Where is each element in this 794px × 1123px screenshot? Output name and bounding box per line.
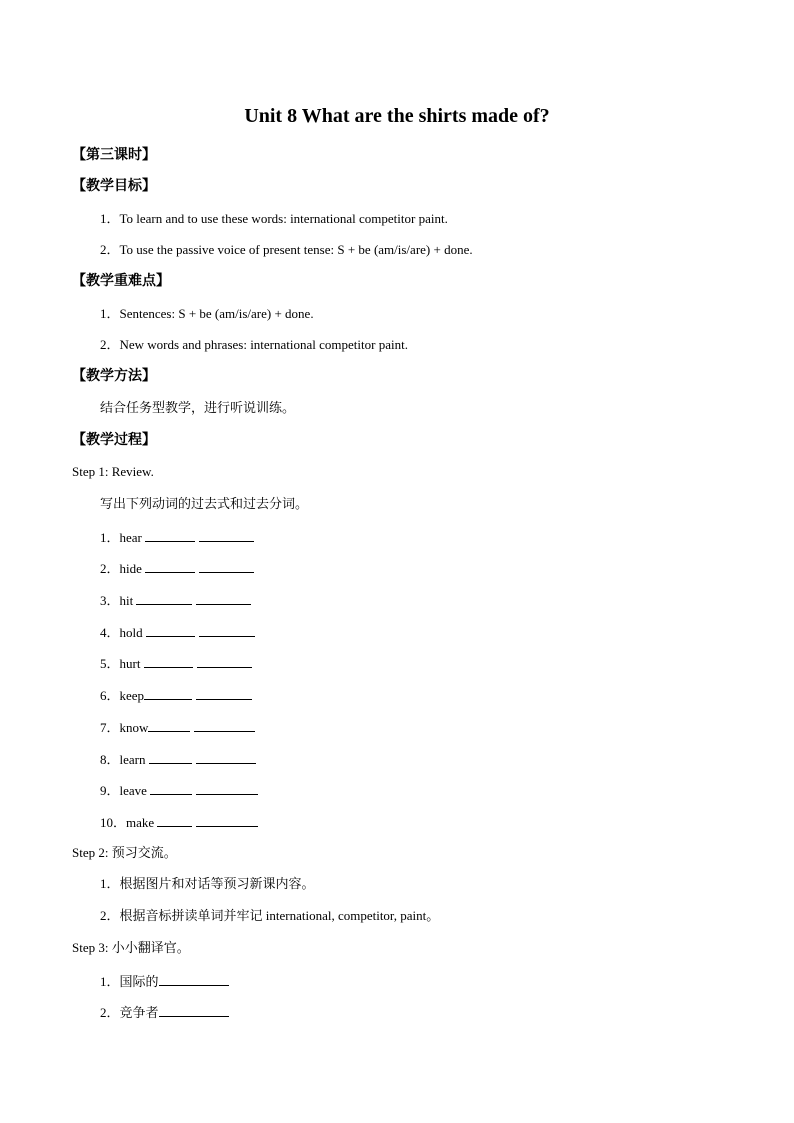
answer-blank[interactable] bbox=[145, 529, 195, 542]
answer-blank[interactable] bbox=[196, 687, 252, 700]
translate-item bbox=[100, 1004, 229, 1019]
verb-label: 6．keep bbox=[100, 688, 145, 703]
answer-blank[interactable] bbox=[159, 973, 229, 986]
verb-label: 10．make bbox=[100, 815, 155, 830]
verb-item bbox=[100, 751, 256, 766]
step3-label: Step 3: 小小翻译官。 bbox=[72, 940, 190, 955]
answer-blank[interactable] bbox=[196, 814, 258, 827]
answer-blank[interactable] bbox=[199, 529, 254, 542]
section-process: 【教学过程】 bbox=[72, 432, 156, 448]
answer-blank[interactable] bbox=[197, 655, 252, 668]
verb-label: 4．hold bbox=[100, 625, 143, 640]
verb-item bbox=[100, 719, 255, 734]
key-point-item: 2．New words and phrases: international competitor paint. bbox=[100, 337, 408, 352]
answer-blank[interactable] bbox=[149, 751, 192, 764]
step1-label: Step 1: Review. bbox=[72, 464, 154, 479]
verb-item bbox=[100, 782, 258, 797]
answer-blank[interactable] bbox=[157, 814, 192, 827]
section-methods: 【教学方法】 bbox=[72, 368, 156, 384]
verb-label: 8．learn bbox=[100, 752, 146, 767]
step1-instruction: 写出下列动词的过去式和过去分词。 bbox=[100, 496, 309, 511]
objective-item: 2．To use the passive voice of present tense: S + be (am/is/are) + done. bbox=[100, 242, 473, 257]
answer-blank[interactable] bbox=[194, 719, 255, 732]
translate-item bbox=[100, 973, 229, 988]
key-point-item: 1．Sentences: S + be (am/is/are) + done. bbox=[100, 306, 314, 321]
verb-label: 9．leave bbox=[100, 783, 147, 798]
section-objectives: 【教学目标】 bbox=[72, 178, 156, 194]
answer-blank[interactable] bbox=[148, 719, 190, 732]
translate-label: 1．国际的 bbox=[100, 974, 159, 989]
answer-blank[interactable] bbox=[146, 624, 195, 637]
answer-blank[interactable] bbox=[199, 560, 254, 573]
verb-label: 7．know bbox=[100, 720, 149, 735]
answer-blank[interactable] bbox=[144, 655, 193, 668]
section-key-points: 【教学重难点】 bbox=[72, 273, 170, 289]
answer-blank[interactable] bbox=[145, 560, 195, 573]
translate-label: 2．竞争者 bbox=[100, 1005, 159, 1020]
answer-blank[interactable] bbox=[196, 592, 251, 605]
verb-label: 5．hurt bbox=[100, 656, 141, 671]
objective-item: 1．To learn and to use these words: international competitor paint. bbox=[100, 211, 448, 226]
verb-item bbox=[100, 687, 252, 702]
step2-item: 2．根据音标拼读单词并牢记 international, competitor, paint。 bbox=[100, 908, 440, 923]
verb-item bbox=[100, 655, 252, 670]
verb-item bbox=[100, 560, 254, 575]
verb-item bbox=[100, 529, 254, 544]
answer-blank[interactable] bbox=[159, 1004, 229, 1017]
verb-label: 1．hear bbox=[100, 530, 142, 545]
verb-item bbox=[100, 592, 251, 607]
answer-blank[interactable] bbox=[196, 751, 256, 764]
verb-label: 2．hide bbox=[100, 561, 142, 576]
answer-blank[interactable] bbox=[199, 624, 255, 637]
answer-blank[interactable] bbox=[136, 592, 192, 605]
verb-item bbox=[100, 814, 258, 829]
step2-item: 1．根据图片和对话等预习新课内容。 bbox=[100, 876, 315, 891]
section-period: 【第三课时】 bbox=[72, 147, 156, 163]
verb-label: 3．hit bbox=[100, 593, 134, 608]
answer-blank[interactable] bbox=[150, 782, 192, 795]
page-title: Unit 8 What are the shirts made of? bbox=[244, 105, 550, 127]
methods-text: 结合任务型教学，进行听说训练。 bbox=[100, 400, 296, 415]
answer-blank[interactable] bbox=[144, 687, 192, 700]
step2-label: Step 2: 预习交流。 bbox=[72, 845, 177, 860]
verb-item bbox=[100, 624, 255, 639]
answer-blank[interactable] bbox=[196, 782, 258, 795]
